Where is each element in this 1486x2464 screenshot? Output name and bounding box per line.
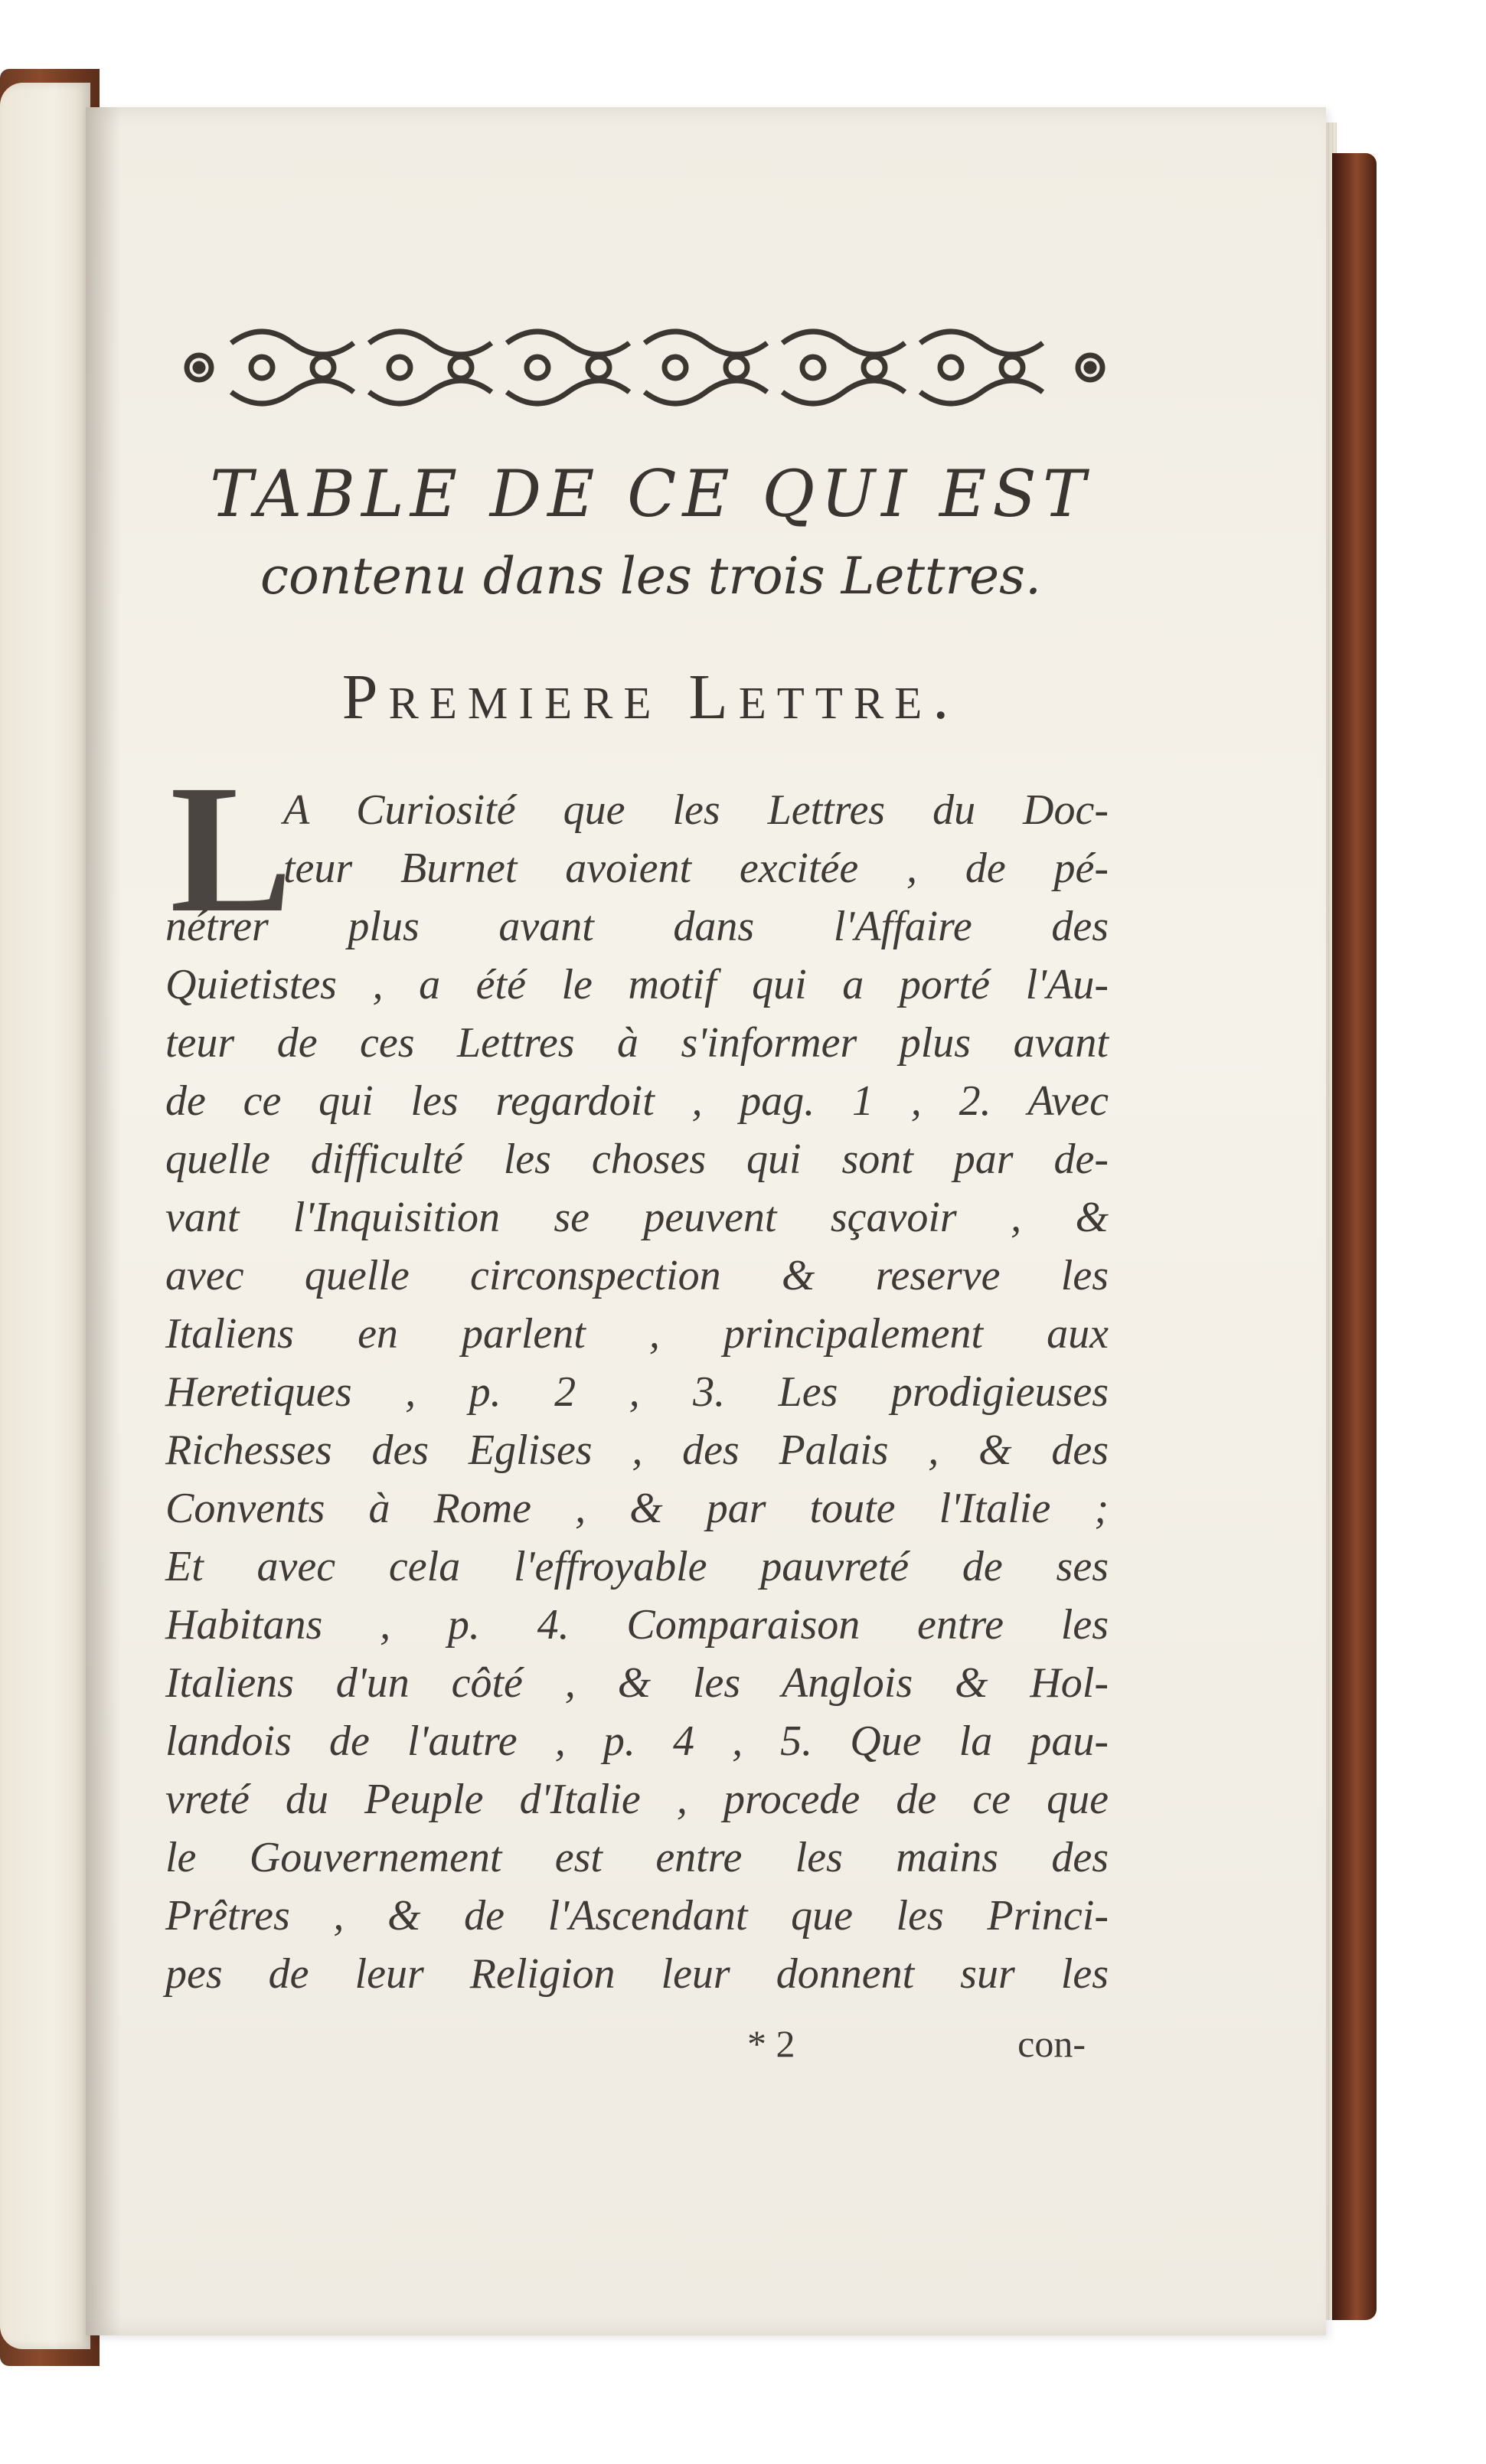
text-line: teur Burnet avoient excitée , de pé-	[283, 845, 1109, 892]
text-line: vant l'Inquisition se peuvent sçavoir , &	[165, 1194, 1109, 1241]
text-line: nétrer plus avant dans l'Affaire des	[165, 903, 1109, 950]
table-subtitle: contenu dans les trois Lettres.	[260, 547, 1041, 606]
signature-mark: * 2	[747, 2022, 795, 2065]
text-line: avec quelle circonspection & reserve les	[165, 1252, 1109, 1299]
scroll-ornament-icon	[782, 332, 905, 404]
text-line: Habitans , p. 4. Comparaison entre les	[165, 1601, 1109, 1649]
text-line: le Gouvernement est entre les mains des	[165, 1834, 1109, 1881]
fleuron-left-icon	[187, 355, 211, 380]
scroll-ornament-icon	[231, 332, 354, 404]
text-line: vreté du Peuple d'Italie , procede de ce que	[165, 1776, 1109, 1823]
text-line: de ce qui les regardoit , pag. 1 , 2. Avec	[165, 1077, 1109, 1125]
ornamental-headpiece	[178, 312, 1113, 423]
text-line: Et avec cela l'effroyable pauvreté de ses	[165, 1543, 1109, 1590]
scroll-ornament-icon	[369, 332, 492, 404]
scroll-ornament-icon	[645, 332, 767, 404]
drop-cap: L	[170, 747, 293, 950]
text-line: landois de l'autre , p. 4 , 5. Que la pau-	[165, 1717, 1109, 1765]
scroll-ornament-icon	[507, 332, 629, 404]
section-heading: Premiere Lettre.	[341, 662, 960, 733]
text-line: Prêtres , & de l'Ascendant que les Princi-	[165, 1892, 1109, 1940]
table-title: TABLE DE CE QUI EST	[210, 456, 1092, 531]
text-line: pes de leur Religion leur donnent sur les	[165, 1950, 1109, 1998]
text-line: Italiens d'un côté , & les Anglois & Hol-	[165, 1659, 1109, 1707]
facing-page-edge	[0, 83, 90, 2349]
book-cover-right	[1332, 153, 1377, 2320]
catchword: con-	[1017, 2022, 1086, 2065]
text-line: Quietistes , a été le motif qui a porté l'Au-	[165, 961, 1109, 1008]
scroll-ornament-icon	[920, 332, 1043, 404]
catchline	[165, 2021, 1109, 2083]
text-line: Italiens en parlent , principalement aux	[165, 1310, 1109, 1358]
text-line: Heretiques , p. 2 , 3. Les prodigieuses	[165, 1368, 1109, 1416]
text-line: teur de ces Lettres à s'informer plus avant	[165, 1019, 1109, 1067]
fleuron-right-icon	[1078, 355, 1102, 380]
page-gutter-shadow	[86, 107, 121, 2335]
text-line: A Curiosité que les Lettres du Doc-	[283, 786, 1109, 834]
text-line: Convents à Rome , & par toute l'Italie ;	[165, 1485, 1109, 1532]
text-line: Richesses des Eglises , des Palais , & des	[165, 1426, 1109, 1474]
text-line: quelle difficulté les choses qui sont par de-	[165, 1136, 1109, 1183]
